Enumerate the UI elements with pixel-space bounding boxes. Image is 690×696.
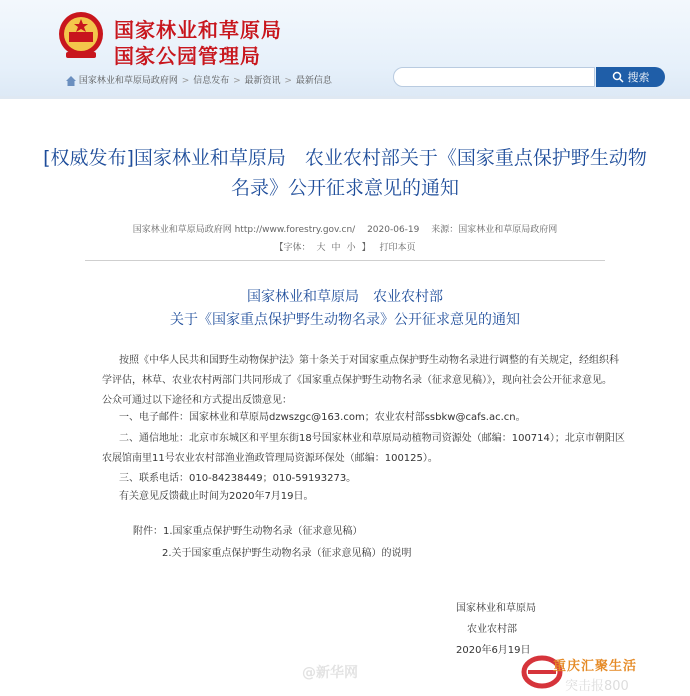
print-link[interactable]: 打印本页 xyxy=(379,243,416,253)
font-size-medium[interactable]: 中 xyxy=(331,243,341,253)
article-meta: 国家林业和草原局政府网 http://www.forestry.gov.cn/ 2020-06-19 来源：国家林业和草原局政府网 xyxy=(132,225,558,235)
attachment-link-2[interactable]: 2.关于国家重点保护野生动物名录（征求意见稿）的说明 xyxy=(162,548,412,559)
search-icon xyxy=(612,71,624,83)
breadcrumb-info-link[interactable]: 信息发布 xyxy=(193,76,230,86)
breadcrumb-separator: > xyxy=(181,76,190,86)
paragraph-intro: 按照《中华人民共和国野生动物保护法》第十条关于对国家重点保护野生动物名录进行调整的有关规定，经组织科 xyxy=(119,355,619,366)
search-input[interactable] xyxy=(393,67,595,87)
item-address: 二、通信地址：北京市东城区和平里东街18号国家林业和草原局动植物司资源处（邮编：100714）；北京市朝阳区 xyxy=(119,433,625,444)
font-size-end: 】 xyxy=(361,243,371,253)
site-header xyxy=(0,0,690,96)
breadcrumb-separator: > xyxy=(284,76,292,86)
breadcrumb-latest-link[interactable]: 最新信息 xyxy=(295,76,332,86)
item-email: 一、电子邮件：国家林业和草原局dzwszgc@163.com；农业农村部ssbkw@cafs.ac.cn。 xyxy=(119,412,526,423)
attachment-link-1[interactable]: 附件：1.国家重点保护野生动物名录（征求意见稿） xyxy=(133,526,363,537)
corner-watermark-title: 重庆汇聚生活 xyxy=(553,659,638,674)
article-tools xyxy=(40,240,650,253)
breadcrumb-home-link[interactable]: 国家林业和草原局政府网 xyxy=(78,76,178,86)
paragraph-intro-end: 公众可通过以下途径和方式提出反馈意见： xyxy=(102,395,292,406)
item-phone: 三、联系电话：010-84238449；010-59193273。 xyxy=(119,473,357,484)
national-emblem-icon xyxy=(56,10,106,62)
breadcrumb-news-link[interactable]: 最新资讯 xyxy=(244,76,281,86)
site-title-line1: 国家林业和草原局 xyxy=(114,18,282,42)
home-icon xyxy=(66,76,76,86)
notice-title xyxy=(40,286,650,332)
breadcrumb-separator: > xyxy=(233,76,241,86)
search-button[interactable] xyxy=(596,67,665,87)
search-button-label: 搜索 xyxy=(627,71,650,84)
font-size-label: 【字体： xyxy=(274,243,311,253)
paragraph-intro-cont: 学评估，林草、农业农村两部门共同形成了《国家重点保护野生动物名录（征求意见稿）》，现向社会公开征求意见。 xyxy=(102,375,612,386)
meta-divider xyxy=(85,260,605,261)
header-divider xyxy=(0,96,690,99)
signature-forestry: 国家林业和草原局 xyxy=(456,603,536,614)
item-address-cont: 农展馆南里11号农业农村部渔业渔政管理局资源环保处（邮编：100125）。 xyxy=(102,453,438,464)
signature-agriculture: 农业农村部 xyxy=(467,624,517,635)
article-title: [权威发布]国家林业和草原局 农业农村部关于《国家重点保护野生动物名录》公开征求意见的通知 xyxy=(43,147,647,199)
weibo-watermark: @新华网 xyxy=(302,665,358,681)
signature-date: 2020年6月19日 xyxy=(456,645,531,656)
font-size-small[interactable]: 小 xyxy=(346,243,356,253)
corner-watermark-sub: 突击报800 xyxy=(565,679,629,694)
notice-title-line2: 关于《国家重点保护野生动物名录》公开征求意见的通知 xyxy=(170,312,520,328)
site-title-line2: 国家公园管理局 xyxy=(114,44,261,68)
notice-title-line1: 国家林业和草原局 农业农村部 xyxy=(247,289,443,305)
breadcrumb xyxy=(66,73,332,86)
font-size-large[interactable]: 大 xyxy=(316,243,326,253)
deadline-text: 有关意见反馈截止时间为2020年7月19日。 xyxy=(119,491,314,502)
